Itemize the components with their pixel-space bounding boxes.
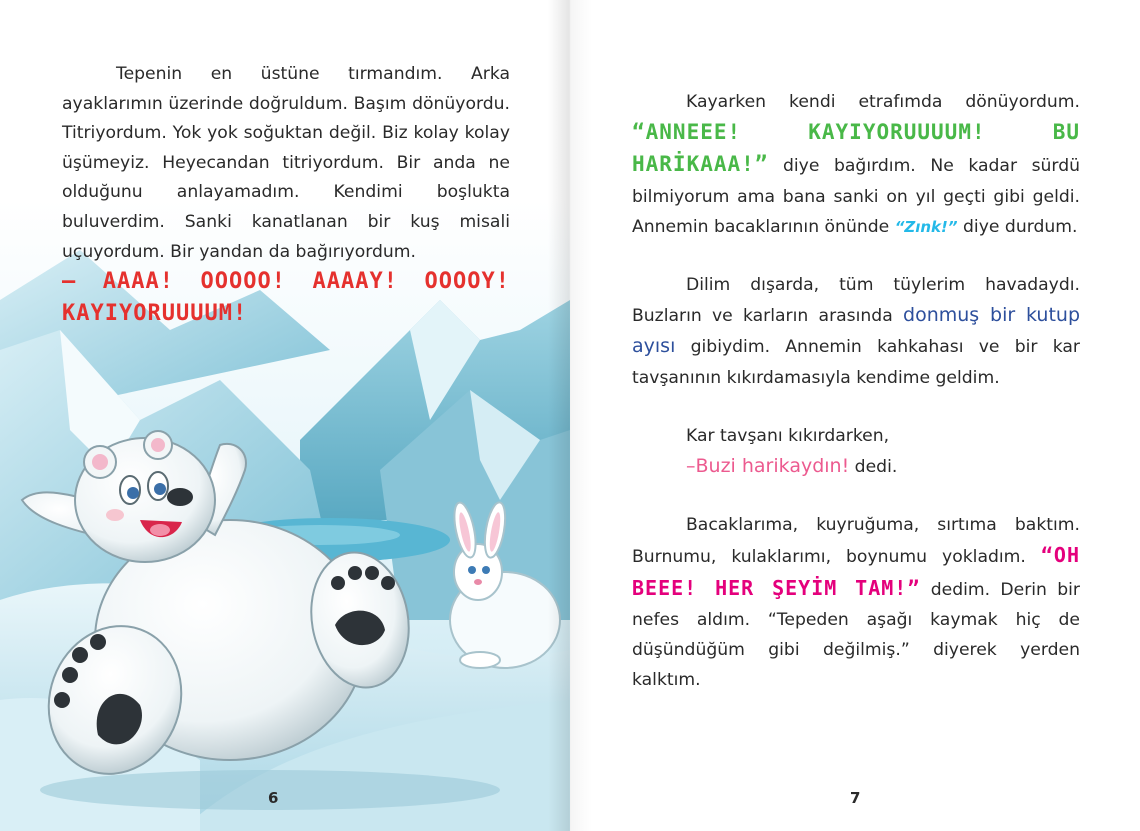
p2-end: gibiydim. Annemin kahkahası ve bir kar tavşanının kıkırdamasıyla kendime geldim. xyxy=(632,337,1080,388)
paragraph-4 xyxy=(632,510,1080,695)
p4-shout: “OH BEEE! HER ŞEYİM TAM!” xyxy=(632,543,1080,600)
left-shout xyxy=(62,267,510,330)
p3-end: dedi. xyxy=(854,457,898,478)
p3-highlight: Buzi harikaydın! xyxy=(695,455,850,478)
p1-shout: “ANNEEE! KAYIYORUUUUM! BU HARİKAAA!” xyxy=(632,120,1080,177)
left-paragraph: Tepenin en üstüne tırmandım. Arka ayaklarımın üzerinde doğruldum. Başım dönüyordu. Titriyordum. Yok yok soğuktan değil. Biz kolay kolay üşümeyiz. Heyecandan titriyordum. Bir anda ne olduğunu anlayamadım. Kendimi boşlukta buluverdim. Sanki kanatlanan bir kuş misali uçuyordum. Bir yandan da bağırıyordum. xyxy=(62,64,510,262)
p1-end: diye durdum. xyxy=(963,216,1078,237)
page-number-right: 7 xyxy=(850,789,861,807)
p3-dash: – xyxy=(686,455,696,478)
p4-start: Bacaklarıma, kuyruğuma, sırtıma baktım. Burnumu, kulaklarımı, boynumu yokladım. xyxy=(632,515,1080,568)
paragraph-3-line-1: Kar tavşanı kıkırdarken, xyxy=(686,425,890,446)
left-text-block xyxy=(62,60,510,330)
p2-start: Dilim dışarda, tüm tüylerim havadaydı. Buzların ve karların arasında xyxy=(632,275,1080,327)
page-number-left: 6 xyxy=(268,789,279,807)
paragraph-1 xyxy=(632,87,1080,242)
p1-sfx: “Zınk!” xyxy=(894,217,958,236)
p1-start: Kayarken kendi etrafımda dönüyordum. xyxy=(686,92,1080,112)
right-text-block xyxy=(632,87,1080,695)
paragraph-2 xyxy=(632,270,1080,393)
shout-text: – AAAA! OOOOO! AAAAY! OOOOY! KAYIYORUUUUM! xyxy=(62,269,510,326)
p1-mid: diye bağırdım. Ne kadar sürdü bilmiyorum ama bana sanki on yıl geçti gibi geldi. Annemin bacaklarının önünde xyxy=(632,156,1080,237)
p2-highlight: donmuş bir kutup ayısı xyxy=(632,304,1081,358)
right-page xyxy=(570,0,1140,831)
paragraph-3-line-2 xyxy=(632,451,1080,482)
p4-end: dedim. Derin bir nefes aldım. “Tepeden aşağı kaymak hiç de düşündüğüm gibi değilmiş.” diyerek yerden kalktım. xyxy=(632,579,1080,691)
